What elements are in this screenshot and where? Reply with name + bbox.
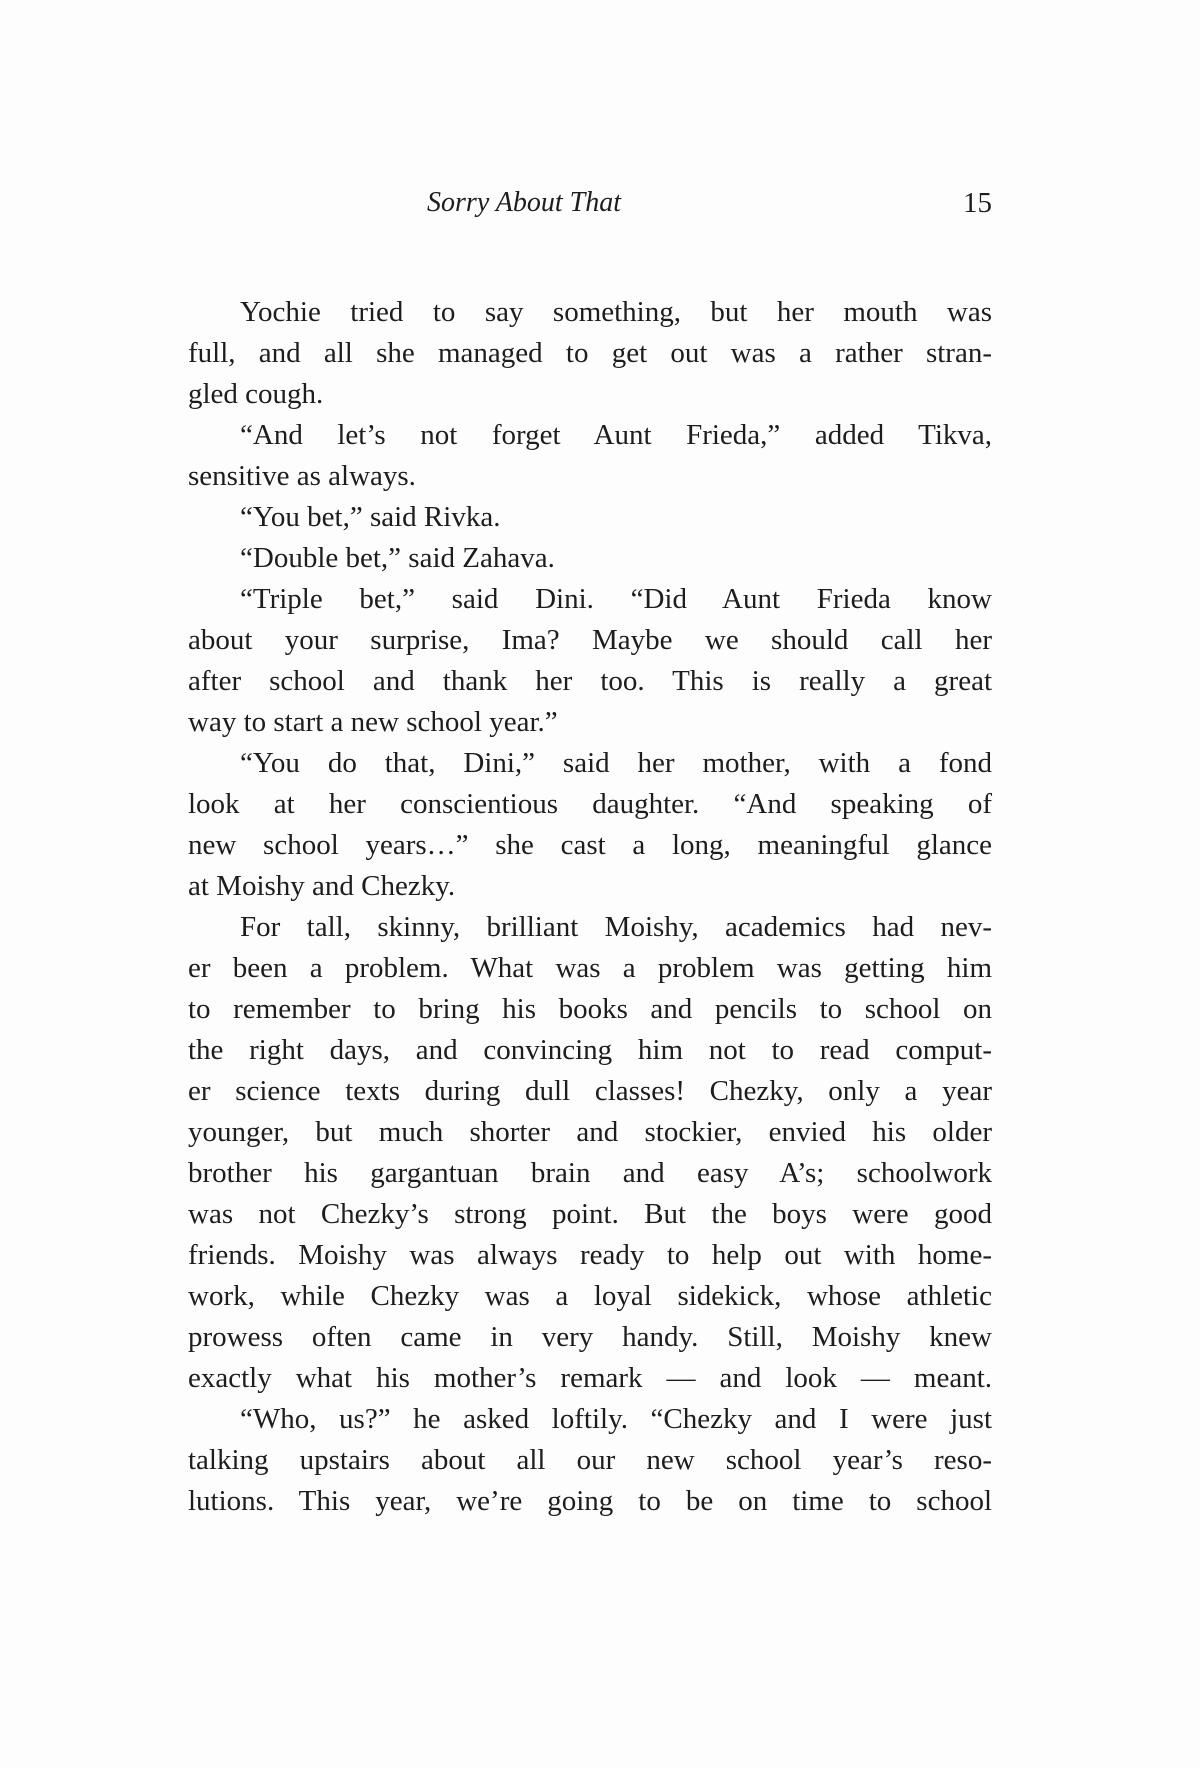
text-line: full, and all she managed to get out was a rather stran- xyxy=(188,337,992,369)
text-line: to remember to bring his books and pencils to school on xyxy=(188,993,992,1025)
page-number: 15 xyxy=(963,187,992,219)
text-line: “And let’s not forget Aunt Frieda,” added Tikva, xyxy=(240,419,992,451)
text-line: “Triple bet,” said Dini. “Did Aunt Frieda know xyxy=(240,583,992,615)
body-text xyxy=(188,292,992,1522)
text-line: the right days, and convincing him not to read comput- xyxy=(188,1034,992,1066)
text-line: lutions. This year, we’re going to be on time to school xyxy=(188,1485,992,1517)
text-line: Yochie tried to say something, but her mouth was xyxy=(240,296,992,328)
chapter-title: Sorry About That xyxy=(427,187,621,218)
text-line: For tall, skinny, brilliant Moishy, academics had nev- xyxy=(240,911,992,943)
text-line: gled cough. xyxy=(188,378,324,410)
text-line: er science texts during dull classes! Chezky, only a year xyxy=(188,1075,992,1107)
text-line: er been a problem. What was a problem was getting him xyxy=(188,952,992,984)
text-line: exactly what his mother’s remark — and look — meant. xyxy=(188,1362,992,1394)
text-line: way to start a new school year.” xyxy=(188,706,558,738)
text-line: new school years…” she cast a long, meaningful glance xyxy=(188,829,992,861)
text-line: about your surprise, Ima? Maybe we should call her xyxy=(188,624,992,656)
text-line: look at her conscientious daughter. “And speaking of xyxy=(188,788,992,820)
text-line: work, while Chezky was a loyal sidekick, whose athletic xyxy=(188,1280,992,1312)
text-line: at Moishy and Chezky. xyxy=(188,870,456,902)
text-line: sensitive as always. xyxy=(188,460,416,492)
text-line: “You do that, Dini,” said her mother, with a fond xyxy=(240,747,992,779)
text-line: after school and thank her too. This is really a great xyxy=(188,665,992,697)
text-line: younger, but much shorter and stockier, envied his older xyxy=(188,1116,992,1148)
text-line: brother his gargantuan brain and easy A’s; schoolwork xyxy=(188,1157,992,1189)
text-line: prowess often came in very handy. Still, Moishy knew xyxy=(188,1321,992,1353)
text-line: “Double bet,” said Zahava. xyxy=(240,542,555,574)
text-line: friends. Moishy was always ready to help out with home- xyxy=(188,1239,992,1271)
running-head xyxy=(188,186,992,226)
text-line: “Who, us?” he asked loftily. “Chezky and I were just xyxy=(240,1403,992,1435)
text-line: “You bet,” said Rivka. xyxy=(240,501,501,533)
text-line: was not Chezky’s strong point. But the boys were good xyxy=(188,1198,992,1230)
text-line: talking upstairs about all our new school year’s reso- xyxy=(188,1444,992,1476)
